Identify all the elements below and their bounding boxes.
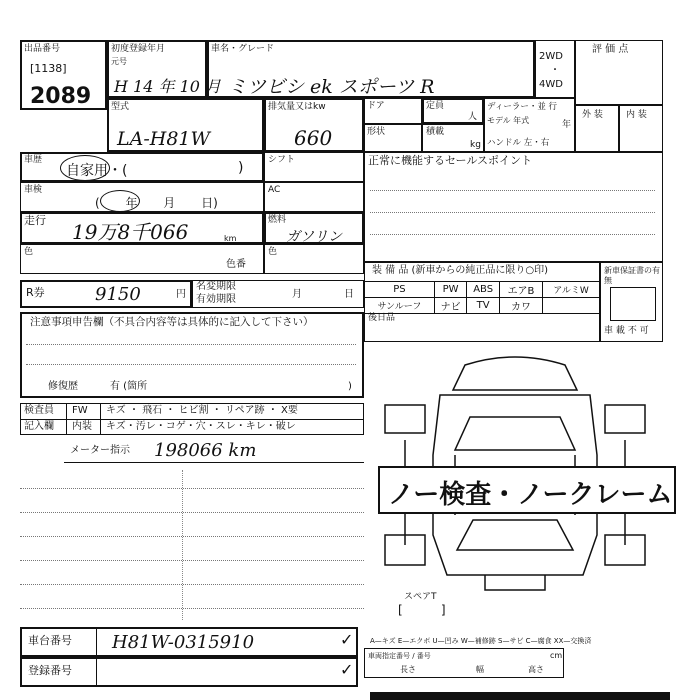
equip-pw: PW bbox=[434, 282, 467, 298]
color-label: 色 bbox=[24, 247, 34, 257]
capacity-label: 定員 bbox=[426, 101, 445, 111]
repair-label: 修復歴 bbox=[48, 381, 78, 392]
inspector-label: 検査員 bbox=[24, 405, 54, 416]
meter-underline bbox=[64, 462, 364, 463]
model-year-label: モデル 年式 bbox=[487, 116, 530, 125]
repair-value: 有 (箇所 bbox=[110, 381, 148, 392]
registration-label: 登録番号 bbox=[28, 664, 72, 677]
fuel-label: 燃料 bbox=[268, 215, 287, 225]
inspection-value: ( 年 月 日) bbox=[95, 196, 218, 210]
memo-line-4 bbox=[20, 560, 364, 561]
recycle-label: R券 bbox=[26, 286, 45, 299]
car-right-mirror-front bbox=[605, 405, 645, 433]
memo-line-1 bbox=[20, 488, 364, 489]
recycle-unit: 円 bbox=[176, 289, 186, 300]
meter-value: 198066 km bbox=[154, 440, 257, 461]
equip-blank bbox=[543, 298, 600, 314]
memo-line-6 bbox=[20, 608, 364, 609]
chassis-check: ✓ bbox=[340, 630, 354, 649]
mileage-value: 19万8千066 bbox=[72, 220, 189, 244]
registration-divider bbox=[96, 657, 97, 687]
load-unit: kg bbox=[470, 140, 481, 150]
spare-label: スペアT bbox=[404, 592, 437, 602]
warranty-none: 車 載 不 可 bbox=[604, 326, 649, 336]
capacity-unit: 人 bbox=[468, 112, 478, 122]
selling-points-box bbox=[364, 152, 663, 262]
first-reg-label: 初度登録年月 bbox=[111, 44, 166, 54]
inspection-label: 車検 bbox=[24, 185, 43, 195]
name-change-label: 名変期限 bbox=[196, 281, 236, 292]
equip-ps: PS bbox=[365, 282, 435, 298]
shift-label: シフト bbox=[268, 155, 296, 165]
color-no-label: 色番 bbox=[226, 259, 246, 270]
lot-code: [1138] bbox=[30, 62, 67, 75]
no-inspection-text: ノー検査・ノークレーム bbox=[388, 480, 673, 510]
color-extra-label: 色 bbox=[268, 247, 278, 257]
selling-line-1 bbox=[370, 190, 655, 191]
era-label: 元号 bbox=[111, 57, 127, 66]
fw-items: キズ ・ 飛石 ・ ヒビ割 ・ リペア跡 ・ X要 bbox=[106, 405, 298, 416]
drive-2wd: 2WD bbox=[539, 51, 563, 62]
name-grade-value: ミツビシ ek スポーツ R bbox=[228, 76, 435, 98]
bottom-bar bbox=[370, 692, 670, 700]
warranty-stamp-box bbox=[610, 287, 656, 321]
equip-navi: ナビ bbox=[434, 298, 467, 314]
height-label: 高さ bbox=[528, 665, 544, 674]
checklist-row-line bbox=[20, 419, 364, 420]
writer-label: 記入欄 bbox=[24, 421, 54, 432]
model-value: LA-H81W bbox=[117, 128, 211, 150]
first-reg-value: H 14 年 10 月 bbox=[114, 77, 222, 96]
equip-leather: カワ bbox=[499, 298, 542, 314]
chassis-label: 車台番号 bbox=[28, 634, 72, 647]
memo-line-2 bbox=[20, 512, 364, 513]
model-label: 型式 bbox=[111, 102, 130, 112]
chassis-value: H81W-0315910 bbox=[112, 632, 255, 653]
handle-label: ハンドル 左・右 bbox=[487, 138, 550, 148]
equip-alloy: アルミW bbox=[543, 282, 600, 298]
fw-label: FW bbox=[72, 405, 88, 416]
drive-4wd: 4WD bbox=[539, 79, 563, 90]
warranty-label: 新車保証書の有無 bbox=[604, 266, 660, 285]
vehicle-history-label: 車歴 bbox=[24, 155, 43, 165]
equip-airbag: エアB bbox=[499, 282, 542, 298]
rating-label: 評 価 点 bbox=[592, 44, 629, 55]
memo-divider bbox=[182, 470, 183, 620]
meter-label: メーター指示 bbox=[70, 445, 130, 456]
displacement-value: 660 bbox=[294, 126, 333, 150]
registration-check: ✓ bbox=[340, 660, 354, 679]
notes-line-2 bbox=[26, 364, 356, 365]
inner-label: 内装 bbox=[72, 421, 92, 432]
selling-points-label: 正常に機能するセールスポイント bbox=[368, 154, 533, 167]
exterior-label: 外 装 bbox=[582, 110, 603, 120]
expiry-label: 有効期限 bbox=[196, 294, 236, 305]
chassis-divider bbox=[96, 627, 97, 657]
repair-close: ) bbox=[348, 381, 352, 392]
car-windshield bbox=[455, 417, 575, 450]
name-grade-label: 車名・グレード bbox=[211, 44, 275, 54]
load-label: 積載 bbox=[426, 127, 445, 137]
car-rear-bumper bbox=[485, 575, 545, 590]
car-roof-outline bbox=[453, 357, 577, 390]
legend-line-2: 車両指定番号 / 番号 bbox=[368, 652, 431, 660]
car-rear-window bbox=[457, 520, 573, 550]
lot-number: 2089 bbox=[30, 84, 92, 109]
equipment-title: 装 備 品 (新車からの純正品に限り○印) bbox=[372, 265, 549, 276]
shape-label: 形状 bbox=[367, 127, 386, 137]
width-label: 幅 bbox=[476, 665, 484, 674]
vehicle-history-close: ) bbox=[238, 160, 244, 176]
displacement-label: 排気量又はkw bbox=[268, 102, 326, 112]
car-left-mirror-front bbox=[385, 405, 425, 433]
day-unit: 日 bbox=[344, 289, 354, 300]
fuel-value: ガソリン bbox=[286, 229, 342, 245]
notes-line-1 bbox=[26, 344, 356, 345]
vehicle-history-value: 自家用・( bbox=[66, 163, 128, 179]
lot-label: 出品番号 bbox=[24, 44, 61, 54]
memo-line-5 bbox=[20, 584, 364, 585]
year-unit: 年 bbox=[562, 120, 572, 130]
recycle-value: 9150 bbox=[95, 284, 141, 305]
inner-items: キズ・汚レ・コゲ・穴・スレ・キレ・破レ bbox=[106, 421, 296, 432]
rear-seat-label: 後日品 bbox=[368, 313, 396, 323]
vehicle-history-circle bbox=[60, 155, 110, 181]
equip-abs: ABS bbox=[467, 282, 499, 298]
legend-line-1: A—キズ E—エクボ U—凹み W—補修跡 S—サビ C—腐食 XX—交換済 bbox=[370, 637, 592, 645]
equipment-table bbox=[364, 281, 600, 314]
selling-line-3 bbox=[370, 234, 655, 235]
length-label: 長さ bbox=[400, 665, 416, 674]
inspection-circle bbox=[100, 190, 140, 212]
dealer-label: ディーラー・並 行 bbox=[487, 102, 558, 112]
memo-line-3 bbox=[20, 536, 364, 537]
equip-tv: TV bbox=[467, 298, 499, 314]
notes-label: 注意事項申告欄（不具合内容等は具体的に記入して下さい） bbox=[30, 316, 314, 328]
mileage-label: 走行 bbox=[24, 214, 46, 227]
cm-unit: cm bbox=[550, 651, 563, 660]
history-box bbox=[20, 152, 264, 182]
equip-sunroof: サンルーフ bbox=[365, 298, 435, 314]
selling-line-2 bbox=[370, 212, 655, 213]
mileage-unit: km bbox=[224, 234, 237, 243]
door-label: ドア bbox=[367, 101, 385, 111]
spare-value: [ ] bbox=[398, 603, 446, 617]
interior-label: 内 装 bbox=[626, 110, 647, 120]
ac-label: AC bbox=[268, 185, 281, 195]
month-unit: 月 bbox=[292, 289, 302, 300]
color-extra-box bbox=[264, 244, 364, 274]
drive-dot: ・ bbox=[550, 65, 560, 76]
